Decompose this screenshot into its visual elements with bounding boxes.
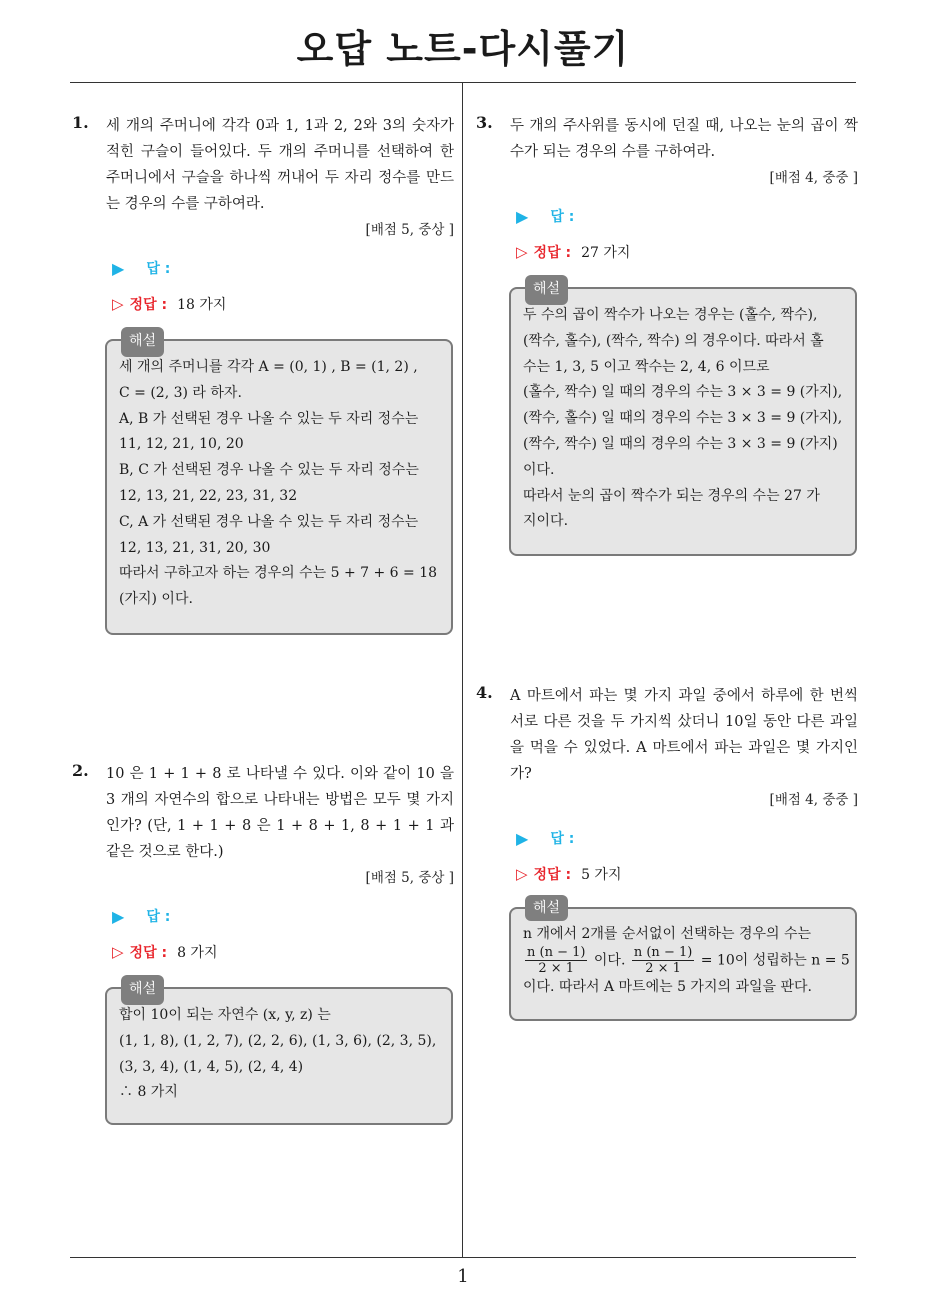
correct-answer: 8 가지 (177, 945, 218, 961)
fraction: $\frac{n (n - 1)}{2 \times 1}$ (633, 945, 693, 976)
solution-line: (짝수, 짝수) 일 때의 경우의 수는 3 × 3 = 9 (가지) (523, 435, 838, 452)
problem-text: 두 개의 주사위를 동시에 던질 때, 나오는 눈의 곱이 짝수가 되는 경우의 수를 구하여라. [배점 4, 중중 ] (510, 113, 858, 191)
answer-label: 답 : (550, 831, 575, 847)
correct-answer-line (112, 293, 454, 315)
solution-line: 11, 12, 21, 10, 20 (119, 436, 244, 453)
play-triangle-icon: ▶ (112, 906, 125, 926)
correct-label: 정답 : (129, 945, 168, 961)
solution-line: C, A 가 선택된 경우 나올 수 있는 두 자리 정수는 (119, 513, 419, 530)
solution-line: (3, 3, 4), (1, 4, 5), (2, 4, 4) (119, 1058, 304, 1075)
answer-line (516, 827, 858, 849)
answer-label: 답 : (146, 261, 171, 277)
answer-line (112, 257, 454, 279)
answer-label: 답 : (146, 909, 171, 925)
solution-tab: 해설 (121, 327, 164, 357)
problem-number: 3. (476, 113, 493, 132)
solution-line: n 개에서 2개를 순서없이 선택하는 경우의 수는 (523, 926, 812, 942)
solution-line: (홀수, 짝수) 일 때의 경우의 수는 3 × 3 = 9 (가지), (523, 384, 843, 401)
solution-line: 두 수의 곱이 짝수가 나오는 경우는 (홀수, 짝수), (523, 307, 818, 323)
answer-line (516, 205, 858, 227)
top-rule (70, 82, 856, 83)
correct-answer-line (516, 863, 858, 885)
problem-number: 1. (72, 113, 89, 132)
solution-line: 수는 1, 3, 5 이고 짝수는 2, 4, 6 이므로 (523, 358, 770, 375)
outline-triangle-icon: ▷ (516, 865, 528, 883)
correct-label: 정답 : (533, 867, 572, 883)
problem-points: [배점 4, 중중 ] (769, 170, 858, 186)
solution-box-3 (509, 281, 857, 556)
problem-points: [배점 4, 중중 ] (769, 792, 858, 808)
correct-answer-line (112, 941, 454, 963)
problem-text: 세 개의 주머니에 각각 0과 1, 1과 2, 2와 3의 숫자가 적힌 구슬이 들어있다. 두 개의 주머니를 선택하여 한 주머니에서 구슬을 하나씩 꺼내어 두 자리 정수를 만드는 경우의 수를 구하여라. [배점 5, 중상 ] (106, 113, 454, 243)
solution-box-2 (105, 981, 453, 1125)
solution-box-4 (509, 900, 857, 1021)
bottom-rule (70, 1257, 856, 1258)
problem-3 (476, 113, 858, 263)
problem-4 (476, 683, 858, 885)
outline-triangle-icon: ▷ (112, 295, 124, 313)
solution-tab: 해설 (525, 895, 568, 921)
solution-line: 이다. 따라서 A 마트에는 5 가지의 과일을 판다. (523, 979, 812, 995)
solution-line: 세 개의 주머니를 각각 A = (0, 1) , B = (1, 2) , (119, 359, 418, 375)
correct-label: 정답 : (129, 297, 168, 313)
page-number: 1 (457, 1266, 469, 1287)
solution-line: (짝수, 홀수), (짝수, 짝수) 의 경우이다. 따라서 홀 (523, 332, 824, 349)
play-triangle-icon: ▶ (112, 258, 125, 278)
problem-text: 10 은 1 + 1 + 8 로 나타낼 수 있다. 이와 같이 10 을 3 개의 자연수의 합으로 나타내는 방법은 모두 몇 가지인가? (단, 1 + 1 + 8 은 1 + 8 + 1, 8 + 1 + 1 과 같은 것으로 한다.) [배점 5, 중상 ] (106, 761, 454, 891)
problem-1 (72, 113, 454, 315)
solution-line: A, B 가 선택된 경우 나올 수 있는 두 자리 정수는 (119, 410, 419, 427)
solution-line: 합이 10이 되는 자연수 (x, y, z) 는 (119, 1007, 331, 1023)
play-triangle-icon: ▶ (516, 828, 529, 848)
solution-line: 따라서 구하고자 하는 경우의 수는 5 + 7 + 6 = 18 (119, 565, 438, 582)
solution-line: ∴ 8 가지 (119, 1084, 178, 1101)
solution-box-1 (105, 333, 453, 635)
solution-tab: 해설 (121, 975, 164, 1005)
solution-line: (가지) 이다. (119, 591, 193, 608)
solution-tab: 해설 (525, 275, 568, 305)
problem-number: 4. (476, 683, 493, 702)
page-title: 오답 노트-다시풀기 (296, 27, 630, 71)
problem-points: [배점 5, 중상 ] (365, 222, 454, 238)
solution-line: 지이다. (523, 513, 569, 530)
problem-number: 2. (72, 761, 89, 780)
answer-line (112, 905, 454, 927)
outline-triangle-icon: ▷ (112, 943, 124, 961)
solution-line: 따라서 눈의 곱이 짝수가 되는 경우의 수는 27 가 (523, 487, 820, 504)
solution-line: (1, 1, 8), (1, 2, 7), (2, 2, 6), (1, 3, 6), (2, 3, 5), (119, 1032, 437, 1049)
problem-text: A 마트에서 파는 몇 가지 과일 중에서 하루에 한 번씩 서로 다른 것을 두 가지씩 샀더니 10일 동안 다른 과일을 먹을 수 있었다. A 마트에서 파는 과일은 몇 가지인가? [배점 4, 중중 ] (510, 683, 858, 813)
solution-line: C = (2, 3) 라 하자. (119, 384, 242, 401)
problem-points: [배점 5, 중상 ] (365, 870, 454, 886)
correct-answer: 5 가지 (581, 867, 622, 883)
correct-answer: 18 가지 (177, 297, 227, 313)
play-triangle-icon: ▶ (516, 206, 529, 226)
outline-triangle-icon: ▷ (516, 243, 528, 261)
solution-line: (짝수, 홀수) 일 때의 경우의 수는 3 × 3 = 9 (가지), (523, 410, 843, 427)
column-divider (462, 83, 463, 1257)
solution-formula-line: $\frac{n (n - 1)}{2 \times 1}$ 이다. $\frac{n (n - 1)}{2 \times 1}$ = 10이 성립하는 n = 5 (527, 945, 850, 976)
solution-line: 이다. (523, 461, 555, 478)
correct-answer-line (516, 241, 858, 263)
solution-line: B, C 가 선택된 경우 나올 수 있는 두 자리 정수는 (119, 462, 419, 479)
solution-line: 12, 13, 21, 22, 23, 31, 32 (119, 487, 298, 504)
fraction: $\frac{n (n - 1)}{2 \times 1}$ (527, 945, 586, 976)
correct-label: 정답 : (533, 245, 572, 261)
problem-2 (72, 761, 454, 963)
answer-label: 답 : (550, 209, 575, 225)
solution-line: 12, 13, 21, 31, 20, 30 (119, 539, 271, 556)
correct-answer: 27 가지 (581, 245, 631, 261)
